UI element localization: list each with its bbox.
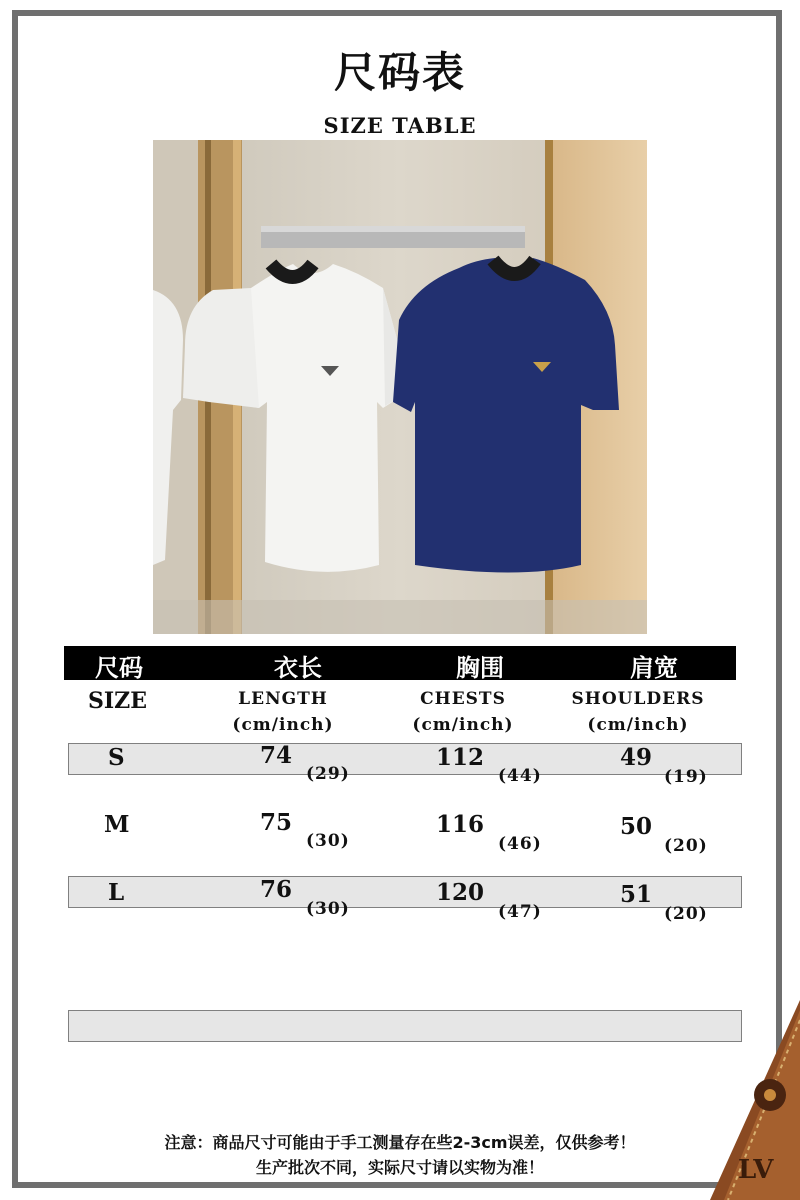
header-shoulder-en — [566, 686, 710, 738]
header-chest-unit: (cm/inch) — [412, 715, 514, 735]
length-inch: (29) — [306, 764, 350, 784]
length-cm: 74 — [260, 742, 293, 769]
empty-row-band — [68, 1010, 742, 1042]
header-length-unit: (cm/inch) — [232, 715, 334, 735]
chest-cm: 116 — [436, 811, 485, 838]
product-photo — [153, 140, 647, 634]
monogram-strap-decoration — [690, 1000, 800, 1200]
size-value: L — [108, 879, 125, 906]
header-chest-en — [398, 686, 528, 738]
header-chest-name: CHESTS — [420, 689, 506, 709]
chest-inch: (46) — [498, 834, 542, 854]
header-length-en — [218, 686, 348, 738]
svg-text:LV: LV — [738, 1155, 774, 1185]
shoulder-cm: 51 — [620, 881, 653, 908]
size-value: M — [104, 811, 130, 838]
shoulder-cm: 49 — [620, 744, 653, 771]
shoulder-inch: (20) — [664, 836, 708, 856]
header-shoulder-cn: 肩宽 — [630, 654, 678, 682]
header-shoulder-unit: (cm/inch) — [587, 715, 689, 735]
shoulder-inch: (19) — [664, 767, 708, 787]
table-header-bar — [64, 646, 736, 680]
chest-cm: 120 — [436, 879, 485, 906]
length-inch: (30) — [306, 899, 350, 919]
length-cm: 76 — [260, 876, 293, 903]
header-size-en: SIZE — [88, 688, 148, 714]
header-shoulder-name: SHOULDERS — [571, 689, 705, 709]
length-inch: (30) — [306, 831, 350, 851]
shoulder-inch: (20) — [664, 904, 708, 924]
disclaimer-line-1: 注意：商品尺寸可能由于手工测量存在些2-3cm误差，仅供参考！ — [164, 1133, 636, 1152]
disclaimer-line-2: 生产批次不同，实际尺寸请以实物为准！ — [255, 1158, 544, 1177]
header-length-cn: 衣长 — [274, 654, 322, 682]
chest-cm: 112 — [436, 744, 485, 771]
shoulder-cm: 50 — [620, 813, 653, 840]
chest-inch: (47) — [498, 902, 542, 922]
page-subtitle: SIZE TABLE — [323, 113, 477, 138]
page-title: 尺码表 — [333, 48, 466, 97]
size-value: S — [108, 744, 125, 771]
header-length-name: LENGTH — [238, 689, 328, 709]
length-cm: 75 — [260, 809, 293, 836]
chest-inch: (44) — [498, 766, 542, 786]
header-chest-cn: 胸围 — [456, 654, 504, 682]
header-size-cn: 尺码 — [95, 654, 143, 682]
